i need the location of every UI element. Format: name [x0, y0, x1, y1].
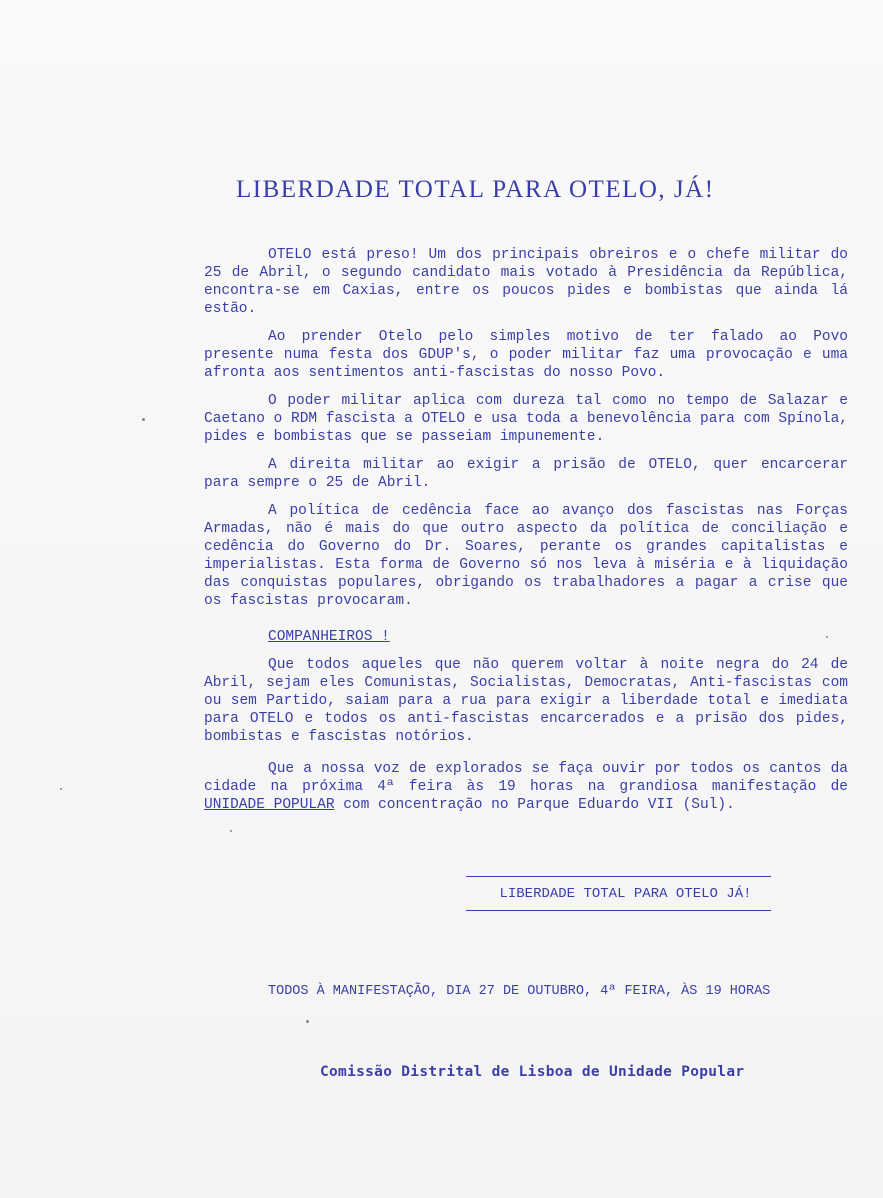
final-paragraph-before: Que a nossa voz de explorados se faça ouvir por todos os cantos da cidade na próxima 4ª feira às 19 horas na grandiosa manifestação de: [204, 761, 848, 795]
paragraph-6: Que todos aqueles que não querem voltar à noite negra do 24 de Abril, sejam eles Comunistas, Socialistas, Democratas, Anti-fascistas com ou sem Partido, saiam para a rua para exigir a liberdade total e imediata para OTELO e todos os anti-fascistas encarcerados e a prisão dos pides, bombistas e fascistas notórios.: [204, 657, 848, 745]
document-body: [204, 246, 848, 824]
paper-speck: [306, 1020, 309, 1023]
paragraph-7: [204, 760, 848, 814]
paragraph-1: OTELO está preso! Um dos principais obreiros e o chefe militar do 25 de Abril, o segundo candidato mais votado à Presidência da República, encontra-se em Caxias, entre os poucos pides e bombistas que ainda lá estão.: [204, 247, 848, 317]
unidade-popular-text: UNIDADE POPULAR: [204, 797, 335, 813]
paper-speck: [60, 788, 62, 790]
paper-speck: [230, 830, 232, 832]
companheiros-heading: COMPANHEIROS !: [268, 629, 390, 645]
paragraph-4: A direita militar ao exigir a prisão de OTELO, quer encarcerar para sempre o 25 de Abril.: [204, 457, 848, 491]
paper-speck: [826, 636, 828, 638]
final-paragraph-after: com concentração no Parque Eduardo VII (Sul).: [334, 797, 735, 813]
paragraph-2: Ao prender Otelo pelo simples motivo de ter falado ao Povo presente numa festa dos GDUP's, o poder militar faz uma provocação e uma afronta aos sentimentos anti-fascistas do nosso Povo.: [204, 329, 848, 381]
signature: Comissão Distrital de Lisboa de Unidade Popular: [320, 1064, 745, 1080]
page-title: LIBERDADE TOTAL PARA OTELO, JÁ!: [236, 176, 715, 203]
call-to-action: TODOS À MANIFESTAÇÃO, DIA 27 DE OUTUBRO, 4ª FEIRA, ÀS 19 HORAS: [268, 984, 771, 999]
paragraph-3: O poder militar aplica com dureza tal como no tempo de Salazar e Caetano o RDM fascista a OTELO e usa toda a benevolência para com Spínola, pides e bombistas que se passeiam impunemente.: [204, 393, 848, 445]
paragraph-5: A política de cedência face ao avanço dos fascistas nas Forças Armadas, não é mais do que outro aspecto da política de conciliação e cedência do Governo do Dr. Soares, perante os grandes capitalistas e imperialistas. Esta forma de Governo só nos leva à miséria e à liquidação das conquistas populares, obrigando os trabalhadores a pagar a crise que os fascistas provocaram.: [204, 503, 848, 609]
paper-speck: [142, 418, 145, 421]
slogan-box: [466, 876, 771, 911]
slogan-text: LIBERDADE TOTAL PARA OTELO JÁ!: [499, 886, 752, 902]
